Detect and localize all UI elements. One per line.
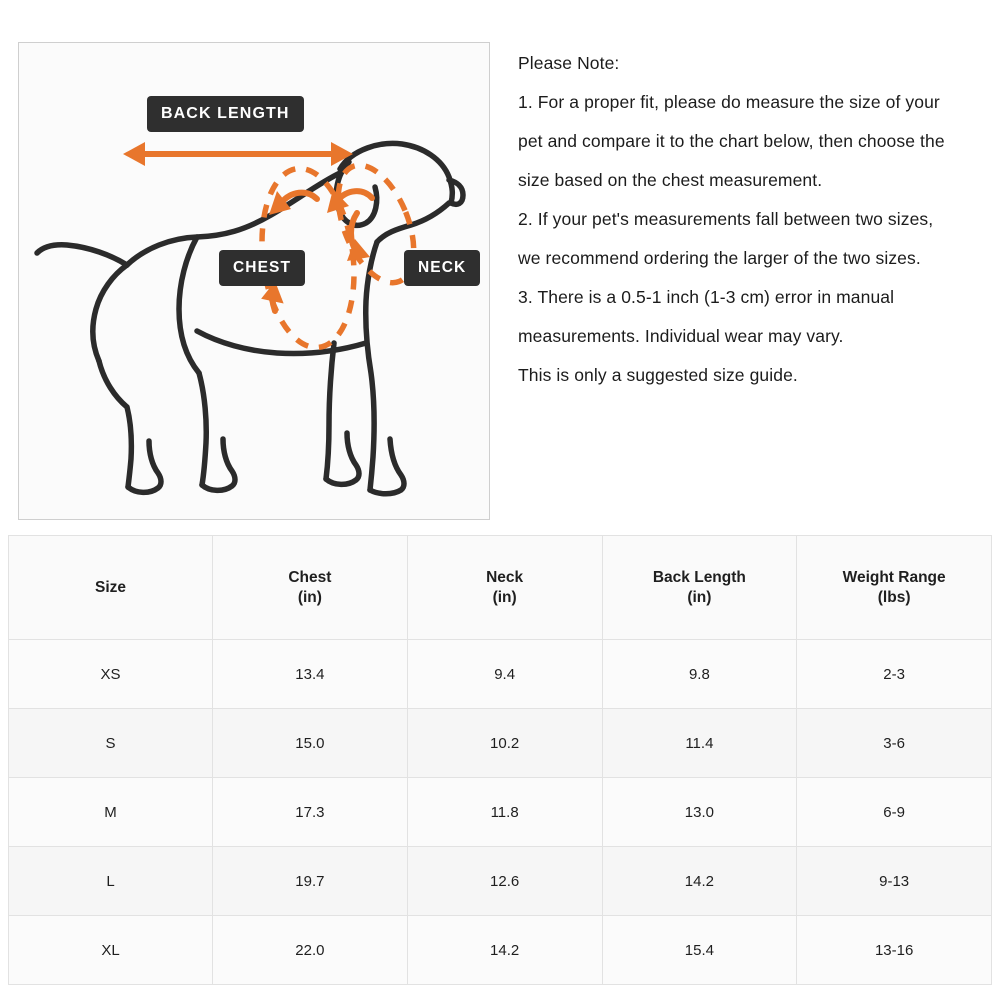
header-weight-range-unit: (lbs) <box>877 588 911 606</box>
cell-size: M <box>9 778 213 847</box>
header-weight-range <box>797 536 992 640</box>
back-length-arrow <box>123 142 353 166</box>
note-line-8: This is only a suggested size guide. <box>518 365 798 385</box>
chest-label: CHEST <box>219 250 305 286</box>
cell-size: XS <box>9 640 213 709</box>
cell-weight-range: 13-16 <box>797 916 992 985</box>
cell-back-length: 11.4 <box>602 709 797 778</box>
table-row <box>9 640 992 709</box>
header-chest-name: Chest <box>288 568 332 586</box>
header-back-length-unit: (in) <box>687 588 712 606</box>
cell-neck: 11.8 <box>407 778 602 847</box>
note-line-6: 3. There is a 0.5-1 inch (1-3 cm) error in manual <box>518 287 895 307</box>
cell-weight-range: 2-3 <box>797 640 992 709</box>
header-chest-unit: (in) <box>297 588 322 606</box>
cell-size: L <box>9 847 213 916</box>
cell-weight-range: 3-6 <box>797 709 992 778</box>
table-row <box>9 847 992 916</box>
header-back-length-name: Back Length <box>652 568 746 586</box>
please-note-section <box>518 48 1000 399</box>
cell-weight-range: 9-13 <box>797 847 992 916</box>
table-row <box>9 778 992 847</box>
note-line-3: size based on the chest measurement. <box>518 170 823 190</box>
cell-back-length: 9.8 <box>602 640 797 709</box>
cell-neck: 12.6 <box>407 847 602 916</box>
cell-chest: 17.3 <box>213 778 408 847</box>
note-line-5: we recommend ordering the larger of the two sizes. <box>518 248 921 268</box>
header-chest <box>213 536 408 640</box>
header-neck-unit: (in) <box>492 588 517 606</box>
cell-neck: 14.2 <box>407 916 602 985</box>
cell-neck: 9.4 <box>407 640 602 709</box>
header-back-length <box>602 536 797 640</box>
cell-back-length: 15.4 <box>602 916 797 985</box>
table-row <box>9 916 992 985</box>
note-line-7: measurements. Individual wear may vary. <box>518 326 844 346</box>
cell-back-length: 13.0 <box>602 778 797 847</box>
note-line-2: pet and compare it to the chart below, then choose the <box>518 131 945 151</box>
size-chart-table <box>8 535 992 985</box>
cell-weight-range: 6-9 <box>797 778 992 847</box>
neck-label: NECK <box>404 250 480 286</box>
cell-size: S <box>9 709 213 778</box>
cell-chest: 22.0 <box>213 916 408 985</box>
note-heading: Please Note: <box>518 53 620 73</box>
header-neck-name: Neck <box>486 568 524 586</box>
dog-measurement-diagram <box>18 42 490 520</box>
cell-neck: 10.2 <box>407 709 602 778</box>
note-line-4: 2. If your pet's measurements fall between two sizes, <box>518 209 934 229</box>
table-row <box>9 709 992 778</box>
cell-chest: 13.4 <box>213 640 408 709</box>
cell-chest: 15.0 <box>213 709 408 778</box>
header-size <box>9 536 213 640</box>
table-header-row <box>9 536 992 640</box>
header-size-name: Size <box>94 578 126 596</box>
header-neck <box>407 536 602 640</box>
cell-size: XL <box>9 916 213 985</box>
cell-back-length: 14.2 <box>602 847 797 916</box>
cell-chest: 19.7 <box>213 847 408 916</box>
back-length-label: BACK LENGTH <box>147 96 304 132</box>
note-line-1: 1. For a proper fit, please do measure the size of your <box>518 92 940 112</box>
header-weight-range-name: Weight Range <box>842 568 946 586</box>
